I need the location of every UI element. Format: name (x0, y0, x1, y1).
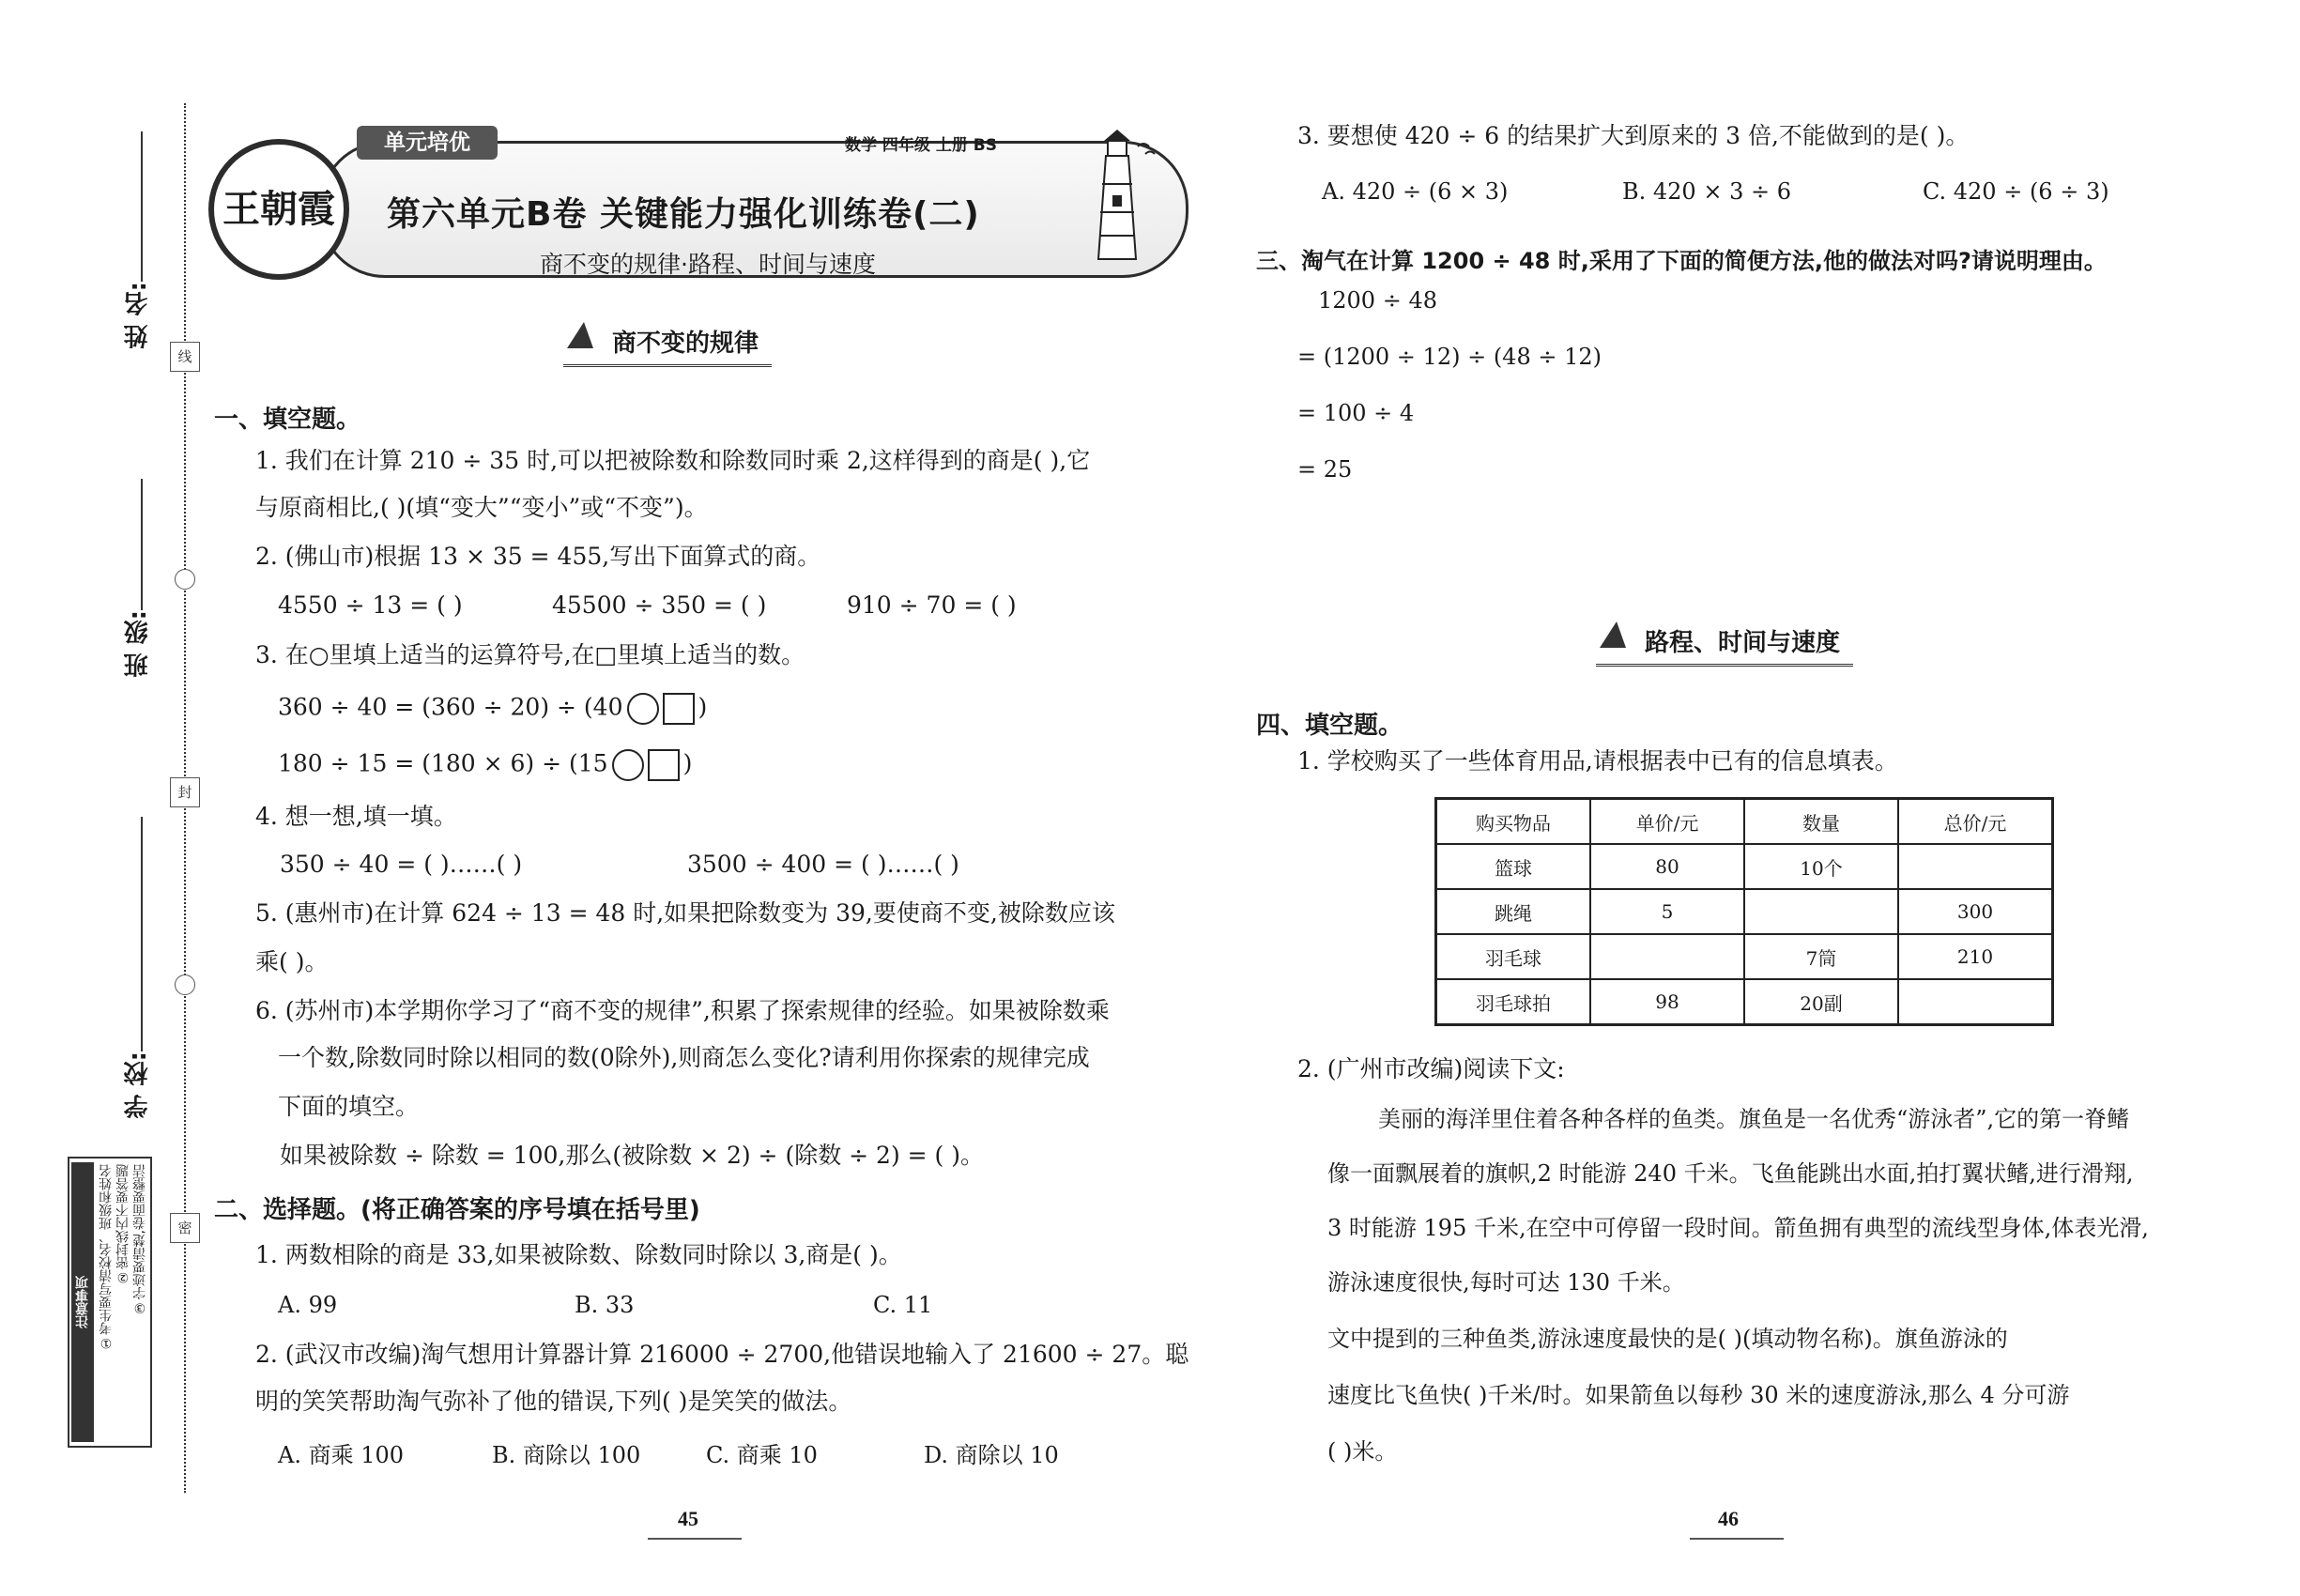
operator-circle[interactable] (627, 693, 659, 725)
question-text: 2. (佛山市)根据 13 × 35 = 455,写出下面算式的商。 (255, 543, 821, 570)
name-label: 姓 名: (124, 282, 152, 349)
choice-option[interactable]: A. 99 (278, 1292, 338, 1318)
table-cell: 80 (1590, 844, 1744, 889)
page-title: 第六单元B卷 关键能力强化训练卷(二) (387, 195, 980, 234)
table-header-row (1436, 799, 2053, 845)
question-text: 2. (武汉市改编)淘气想用计算器计算 216000 ÷ 2700,他错误地输入了 21600 ÷ 27。聪 (255, 1341, 1189, 1368)
choice-option[interactable]: B. 商除以 100 (492, 1442, 641, 1468)
notice-title: 注意事项 (71, 1162, 94, 1442)
passage-line: 3 时能游 195 千米,在空中可停留一段时间。箭鱼拥有典型的流线型身体,体表光滑, (1327, 1215, 2149, 1241)
table-header-cell: 单价/元 (1590, 799, 1744, 845)
question-text: 文中提到的三种鱼类,游泳速度最快的是( )(填动物名称)。旗鱼游泳的 (1327, 1326, 2008, 1352)
section-heading-text: 路程、时间与速度 (1645, 629, 1841, 657)
passage-line: 游泳速度很快,每时可达 130 千米。 (1327, 1269, 1685, 1296)
seal-mark-seal: 封 (170, 777, 200, 807)
seal-dot (175, 974, 195, 995)
table-row (1436, 889, 2053, 934)
notice-item: ①考生要写清校名、班级和姓名 (99, 1164, 114, 1350)
table-answer-cell[interactable] (1898, 979, 2053, 1025)
table-answer-cell[interactable] (1744, 889, 1898, 934)
section-heading-text: 商不变的规律 (612, 330, 759, 358)
seal-dot (175, 569, 195, 590)
table-cell: 篮球 (1436, 844, 1591, 889)
table-cell: 210 (1898, 934, 2053, 979)
question-text: 6. (苏州市)本学期你学习了“商不变的规律”,积累了探索规律的经验。如果被除数乘 (255, 997, 1110, 1024)
table-header-cell: 购买物品 (1436, 799, 1591, 845)
choice-option[interactable]: B. 420 × 3 ÷ 6 (1622, 178, 1791, 205)
part3-title: 三、淘气在计算 1200 ÷ 48 时,采用了下面的简便方法,他的做法对吗?请说明理由。 (1256, 248, 2107, 274)
question-text: 4. 想一想,填一填。 (255, 803, 457, 830)
question-text: 乘( )。 (255, 948, 329, 975)
question-text: 如果被除数 ÷ 除数 = 100,那么(被除数 × 2) ÷ (除数 ÷ 2) = ( )。 (280, 1142, 984, 1169)
question-text: 一个数,除数同时除以相同的数(0除外),则商怎么变化?请利用你探索的规律完成 (278, 1044, 1090, 1071)
question-text: 明的笑笑帮助淘气弥补了他的错误,下列( )是笑笑的做法。 (255, 1388, 852, 1415)
answer-expression: 360 ÷ 40 = (360 ÷ 20) ÷ (40 ) (278, 693, 707, 725)
table-cell: 跳绳 (1436, 889, 1591, 934)
question-text: 3. 要想使 420 ÷ 6 的结果扩大到原来的 3 倍,不能做到的是( )。 (1297, 122, 1970, 149)
name-field[interactable] (141, 131, 143, 282)
calc-step: 1200 ÷ 48 (1318, 287, 1437, 314)
seal-mark-line: 线 (170, 342, 200, 372)
sailboat-icon (1600, 622, 1626, 648)
choice-option[interactable]: C. 11 (873, 1292, 933, 1318)
lighthouse-icon (1070, 128, 1164, 269)
choice-option[interactable]: C. 商乘 10 (706, 1442, 818, 1468)
table-header-cell: 总价/元 (1898, 799, 2053, 845)
answer-expression: 45500 ÷ 350 = ( ) (552, 591, 767, 619)
sailboat-icon (567, 322, 593, 348)
table-row (1436, 979, 2053, 1025)
section-heading-quotient (563, 324, 772, 367)
table-cell: 羽毛球 (1436, 934, 1591, 979)
table-cell: 羽毛球拍 (1436, 979, 1591, 1025)
question-text: 与原商相比,( )(填“变大”“变小”或“不变”)。 (255, 494, 708, 521)
answer-expression: 3500 ÷ 400 = ( )……( ) (687, 851, 959, 878)
question-text: 3. 在○里填上适当的运算符号,在□里填上适当的数。 (255, 641, 805, 668)
table-row (1436, 844, 2053, 889)
question-text: 1. 学校购买了一些体育用品,请根据表中已有的信息填表。 (1297, 747, 1898, 775)
calc-step: = 100 ÷ 4 (1297, 400, 1415, 426)
publisher-logo: 王朝霞 (208, 139, 349, 280)
part2-title: 二、选择题。(将正确答案的序号填在括号里) (214, 1196, 700, 1224)
table-header-cell: 数量 (1744, 799, 1898, 845)
notice-item: ②密封线内不要答题 (115, 1164, 130, 1284)
question-text: 5. (惠州市)在计算 624 ÷ 13 = 48 时,如果把除数变为 39,要使商不变,被除数应该 (255, 899, 1115, 927)
question-text: 1. 两数相除的商是 33,如果被除数、除数同时除以 3,商是( )。 (255, 1241, 902, 1268)
table-cell: 10个 (1744, 844, 1898, 889)
answer-expression: 4550 ÷ 13 = ( ) (278, 591, 463, 619)
notice-item: ③字迹要清楚,卷面要整洁 (132, 1164, 147, 1315)
answer-expression: 910 ÷ 70 = ( ) (847, 591, 1017, 619)
school-field[interactable] (141, 817, 143, 1051)
table-cell: 7筒 (1744, 934, 1898, 979)
notice-box (68, 1157, 152, 1448)
table-answer-cell[interactable] (1898, 844, 2053, 889)
answer-expression: 180 ÷ 15 = (180 × 6) ÷ (15 ) (278, 749, 692, 781)
passage-line: 像一面飘展着的旗帜,2 时能游 240 千米。飞鱼能跳出水面,拍打翼状鳍,进行滑翔, (1327, 1160, 2134, 1187)
page-number-right: 46 (1718, 1507, 1739, 1530)
calc-step: = 25 (1297, 456, 1353, 483)
calc-step: = (1200 ÷ 12) ÷ (48 ÷ 12) (1297, 344, 1602, 370)
part1-title: 一、填空题。 (214, 406, 361, 434)
page-number-rule (648, 1538, 742, 1540)
book-meta: 数学 四年级 上册 BS (845, 136, 997, 155)
question-text: 下面的填空。 (278, 1093, 420, 1120)
question-text: 1. 我们在计算 210 ÷ 35 时,可以把被除数和除数同时乘 2,这样得到的商是( ),它 (255, 447, 1091, 474)
expression-text: 180 ÷ 15 = (180 × 6) ÷ (15 (278, 749, 608, 777)
table-answer-cell[interactable] (1590, 934, 1744, 979)
choice-option[interactable]: C. 420 ÷ (6 ÷ 3) (1923, 178, 2109, 205)
question-text: 速度比飞鱼快( )千米/时。如果箭鱼以每秒 30 米的速度游泳,那么 4 分可游 (1327, 1382, 2070, 1408)
question-text: 2. (广州市改编)阅读下文: (1297, 1055, 1565, 1082)
choice-option[interactable]: A. 商乘 100 (278, 1442, 405, 1468)
table-cell: 300 (1898, 889, 2053, 934)
school-label: 学 校: (124, 1051, 152, 1119)
answer-expression: 350 ÷ 40 = ( )……( ) (280, 851, 523, 878)
operator-circle[interactable] (612, 749, 644, 781)
table-row (1436, 934, 2053, 979)
part4-title: 四、填空题。 (1256, 712, 1403, 740)
number-box[interactable] (663, 693, 695, 725)
passage-line: 美丽的海洋里住着各种各样的鱼类。旗鱼是一名优秀“游泳者”,它的第一脊鳍 (1378, 1106, 2130, 1132)
section-heading-speed (1596, 623, 1853, 667)
question-text: ( )米。 (1327, 1438, 1398, 1465)
purchase-table (1434, 797, 2054, 1026)
page-number-left: 45 (678, 1507, 698, 1530)
choice-option[interactable]: D. 商除以 10 (924, 1442, 1059, 1468)
table-cell: 98 (1590, 979, 1744, 1025)
expression-text: 360 ÷ 40 = (360 ÷ 20) ÷ (40 (278, 693, 623, 721)
unit-ribbon: 单元培优 (357, 126, 498, 160)
table-cell: 20副 (1744, 979, 1898, 1025)
seal-mark-secret: 密 (170, 1213, 200, 1243)
class-field[interactable] (141, 479, 143, 610)
page-subtitle: 商不变的规律·路程、时间与速度 (540, 251, 876, 278)
page-number-rule (1690, 1538, 1784, 1540)
choice-option[interactable]: A. 420 ÷ (6 × 3) (1322, 178, 1509, 205)
table-cell: 5 (1590, 889, 1744, 934)
choice-option[interactable]: B. 33 (575, 1292, 635, 1318)
class-label: 班 级: (124, 610, 152, 678)
number-box[interactable] (648, 749, 680, 781)
